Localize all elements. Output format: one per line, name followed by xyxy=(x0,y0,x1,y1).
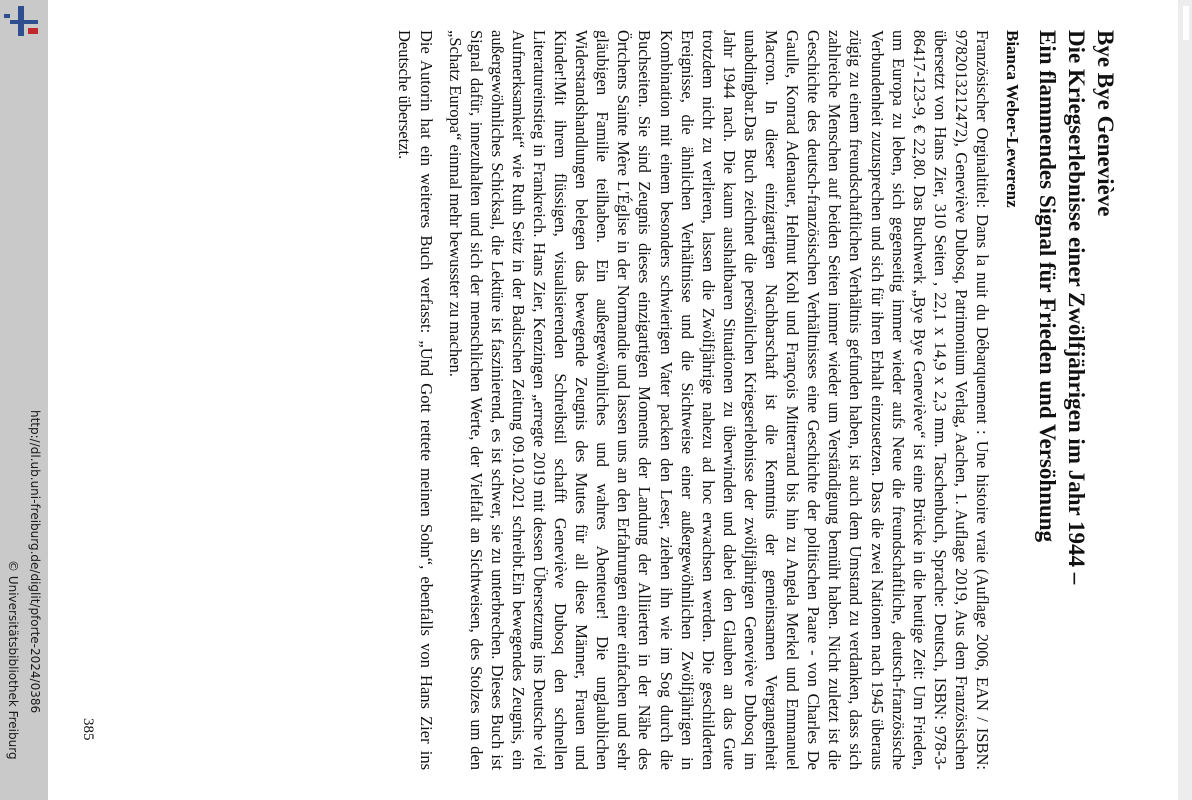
title-line-2: Die Kriegserlebnisse einer Zwölfjährigen im Jahr 1944 – xyxy=(1064,30,1089,585)
article-paragraph: Die Autorin hat ein weiteres Buch verfasst: „Und Gott rettete meinen Sohn“, ebenfalls von Hans Zier ins Deutsche übersetzt. xyxy=(395,30,436,770)
page-number: 385 xyxy=(80,718,96,741)
library-logo-icon xyxy=(0,0,48,48)
title-line-1: Bye Bye Geneviève xyxy=(1093,30,1118,217)
article-author: Bianca Weber-Lewerenz xyxy=(1003,30,1022,208)
article xyxy=(120,30,1120,770)
copyright-notice: © Universitätsbibliothek Freiburg xyxy=(6,560,20,760)
scrollbar-thumb[interactable] xyxy=(1183,6,1189,40)
scrollbar[interactable] xyxy=(1178,0,1192,800)
title-line-3: Ein flammendes Signal für Frieden und Versöhnung xyxy=(1035,30,1060,543)
page-url[interactable]: http://dl.ub.uni-freiburg.de/diglit/pforte-2024/0386 xyxy=(28,410,42,714)
article-paragraph: Französischer Orginaltitel: Dans la nuit du Débarquement : Une histoire vraie (Auflage 2006, EAN / ISBN: 9782013212472), Geneviève Dubosq, Patrimonium Verlag, Aachen, 1. Auflage 2019, Aus dem Französischen übersetzt von Hans Zier, 310 Seiten , 22,1 x 14,9 x 2,3 mm. Taschenbuch, Sprache: Deutsch, ISBN: 978-3-86417-123-9, € 22,80. Das Buchwerk „Bye Bye Geneviève“ ist eine Brücke in die heutige Zeit: Um Frieden, um Europa zu leben, sich gegenseitig immer wieder aufs Neue die freundschaftliche, deutsch-französische Verbundenheit zuzusprechen und sich für ihren Erhalt einzusetzen. Dass die zwei Nationen nach 1945 überaus zügig zu einem freundschaftlichen Verhältnis gefunden haben, ist auch dem Umstand zu verdanken, dass sich zahlreiche Menschen auf beiden Seiten immer wieder um Verständigung bemüht haben. Nicht zuletzt ist die Geschichte des deutsch-französischen Verhältnisses eine Geschichte der politischen Paare - von Charles De Gaulle, Konrad Adenauer, Helmut Kohl und François Mitterrand bis hin zu Angela Merkel und Emmanuel Macron. In dieser einzigartigen Nachbarschaft ist die Kenntnis der gemeinsamen Vergangenheit unabdingbar.Das Buch zeichnet die persönlichen Kriegserlebnisse der zwölfjährigen Geneviève Dubosq im Jahr 1944 nach. Die kaum aushaltbaren Situationen zu überwinden und dabei den Glauben an das Gute trotzdem nicht zu verlieren, lassen die Zwölfjährige nahezu ad hoc erwachsen werden. Die geschilderten Ereignisse, die ähnlichen Verhältnisse und die Sichtweise einer außergewöhnlichen Zwölfjährigen in Kombination mit einem besonders schwierigen Vater packen den Leser, ziehen ihn wie im Sog durch die Buchseiten. Sie sind Zeugnis dieses einzigartigen Moments der Landung der Alliierten in der Nähe des Örtchens Sainte Mère L'Église in der Normandie und lassen uns an den Erfahrungen einer einfachen und sehr gläubigen Familie teilhaben. Ein außergewöhnliches und wahres Abenteuer! Die unglaublichen Widerstandshandlungen belegen das bewegende Zeugnis des Mutes für all diese Männer, Frauen und Kinder!Mit ihrem flüssigen, visualisierenden Schreibstil schafft Geneviève Dubosq den schnellen Literatureinstieg in Frankreich. Hans Zier, Kenzingen „erregte 2019 mit dessen Übersetzung ins Deutsche viel Aufmerksamkeit“ wie Ruth Seitz in der Badischen Zeitung 09.10.2021 schreibt.Ein bewegendes Zeugnis, ein außergewöhnliches Schicksal, die Lektüre ist faszinierend, es ist schwer, sie zu unterbrechen. Dieses Buch ist Signal dafür, innezuhalten und sich der menschlichen Werte, der Vielfalt an Sichtweisen, des Stolzes um den „Schatz Europa“ einmal mehr bewusster zu machen. xyxy=(445,30,992,770)
sidebar xyxy=(0,0,48,800)
article-title xyxy=(1033,30,1120,770)
